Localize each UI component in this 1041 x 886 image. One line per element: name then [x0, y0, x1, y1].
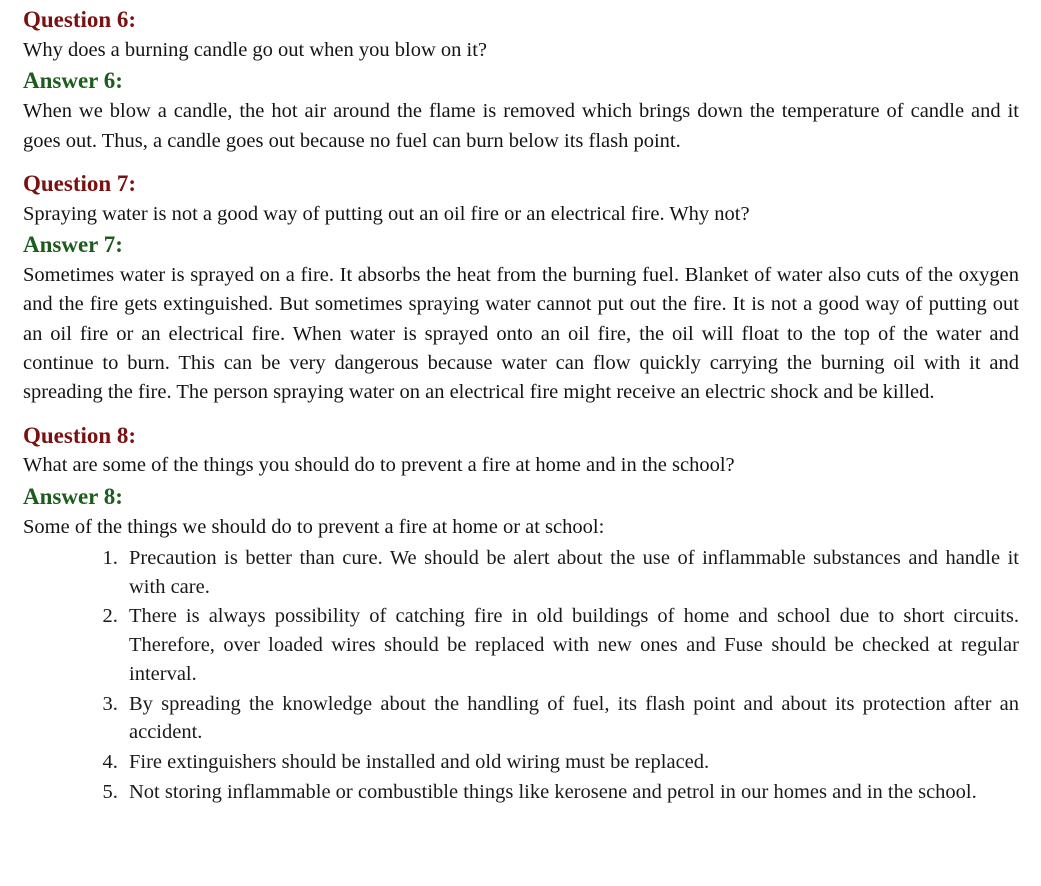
qa-block-7 [23, 170, 1019, 408]
answer-heading-8: Answer 8: [23, 484, 123, 509]
answer-text-6: When we blow a candle, the hot air around the flame is removed which brings down the temperature of candle and it goes out. Thus, a candle goes out because no fuel can burn below its flash point. [23, 100, 1019, 152]
question-text-8: What are some of the things you should do to prevent a fire at home and in the school? [23, 454, 735, 477]
list-item: 5. Not storing inflammable or combustible things like kerosene and petrol in our homes and in the school. [123, 778, 1019, 807]
answer-list-8 [23, 544, 1019, 806]
list-item: 4. Fire extinguishers should be installed and old wiring must be replaced. [123, 748, 1019, 777]
question-heading-8: Question 8: [23, 422, 137, 448]
answer-text-7: Sometimes water is sprayed on a fire. It absorbs the heat from the burning fuel. Blanket of water also cuts of the oxygen and the fire gets extinguished. But sometimes spraying water cannot put out the fire. It is not a good way of putting out an oil fire or an electrical fire. When water is sprayed onto an oil fire, the oil will float to the top of the water and continue to burn. This can be very dangerous because water can flow quickly carrying the burning oil with it and spreading the fire. The person spraying water on an electrical fire might receive an electric shock and be killed. [23, 264, 1019, 404]
question-heading-6: Question 6: [23, 7, 137, 32]
list-item: 3. By spreading the knowledge about the handling of fuel, its flash point and about its protection after an accident. [123, 690, 1019, 747]
answer-heading-6: Answer 6: [23, 68, 123, 94]
answer-text-8: Some of the things we should do to prevent a fire at home or at school: [23, 515, 605, 538]
list-item: 1. Precaution is better than cure. We should be alert about the use of inflammable substances and handle it with care. [123, 544, 1019, 601]
question-text-6: Why does a burning candle go out when you blow on it? [23, 38, 488, 61]
qa-block-6 [23, 6, 1019, 156]
list-item: 2. There is always possibility of catching fire in old buildings of home and school due to short circuits. Therefore, over loaded wires should be replaced with new ones and Fuse should be checked at regular interval. [123, 602, 1019, 688]
question-text-7: Spraying water is not a good way of putting out an oil fire or an electrical fire. Why not? [23, 202, 750, 225]
question-heading-7: Question 7: [23, 170, 137, 196]
answer-heading-7: Answer 7: [23, 232, 123, 258]
qa-block-8 [23, 422, 1019, 807]
